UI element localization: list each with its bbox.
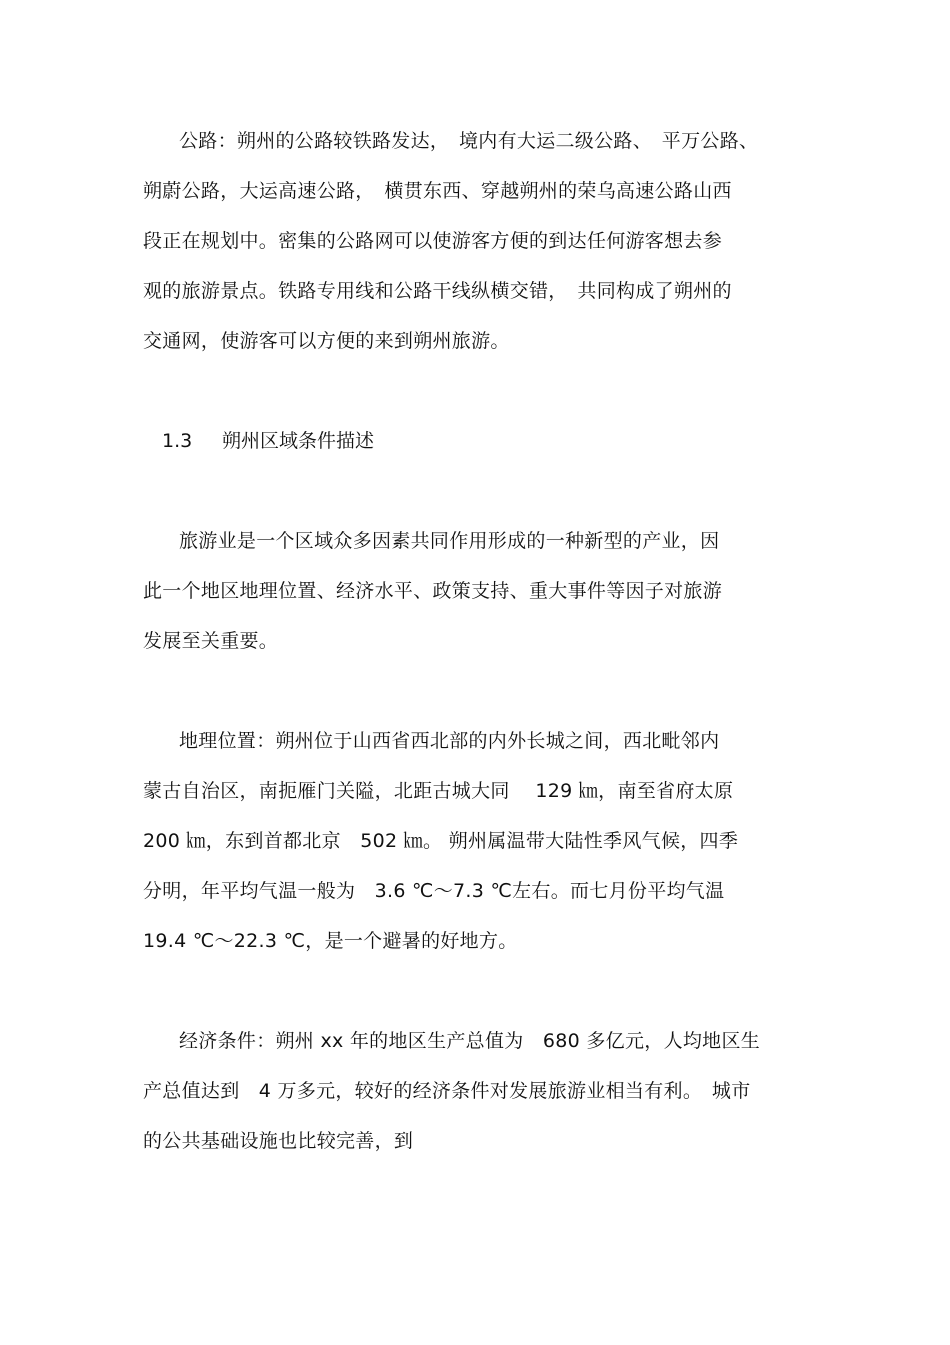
section-title: 朔州区域条件描述 [222, 430, 375, 452]
paragraph-line: 分明，年平均气温一般为 3.6 ℃～7.3 ℃左右。而七月份平均气温 [143, 880, 725, 902]
paragraph-line: 发展至关重要。 [143, 630, 279, 652]
paragraph-economy [143, 1016, 823, 1166]
paragraph-line: 19.4 ℃～22.3 ℃，是一个避暑的好地方。 [143, 930, 518, 952]
section-heading [162, 416, 374, 466]
paragraph-geography [143, 716, 823, 966]
paragraph-line: 旅游业是一个区域众多因素共同作用形成的一种新型的产业，因 [179, 530, 720, 552]
paragraph-line: 公路：朔州的公路较铁路发达， 境内有大运二级公路、 平万公路、 [179, 130, 759, 152]
paragraph-transport [143, 116, 823, 366]
paragraph-line: 段正在规划中。密集的公路网可以使游客方便的到达任何游客想去参 [143, 230, 723, 252]
paragraph-line: 观的旅游景点。铁路专用线和公路干线纵横交错， 共同构成了朔州的 [143, 280, 732, 302]
paragraph-line: 此一个地区地理位置、经济水平、政策支持、重大事件等因子对旅游 [143, 580, 723, 602]
paragraph-line: 经济条件：朔州 xx 年的地区生产总值为 680 多亿元，人均地区生 [179, 1030, 761, 1052]
paragraph-line: 的公共基础设施也比较完善，到 [143, 1130, 414, 1152]
paragraph-line: 地理位置：朔州位于山西省西北部的内外长城之间，西北毗邻内 [179, 730, 720, 752]
paragraph-line: 朔蔚公路，大运高速公路， 横贯东西、穿越朔州的荣乌高速公路山西 [143, 180, 732, 202]
paragraph-line: 交通网，使游客可以方便的来到朔州旅游。 [143, 330, 510, 352]
paragraph-line: 产总值达到 4 万多元，较好的经济条件对发展旅游业相当有利。 城市 [143, 1080, 751, 1102]
section-number: 1.3 [162, 430, 193, 452]
paragraph-line: 蒙古自治区，南扼雁门关隘，北距古城大同 129 ㎞，南至省府太原 [143, 780, 734, 802]
paragraph-line: 200 ㎞，东到首都北京 502 ㎞。 朔州属温带大陆性季风气候，四季 [143, 830, 739, 852]
paragraph-intro [143, 516, 823, 666]
